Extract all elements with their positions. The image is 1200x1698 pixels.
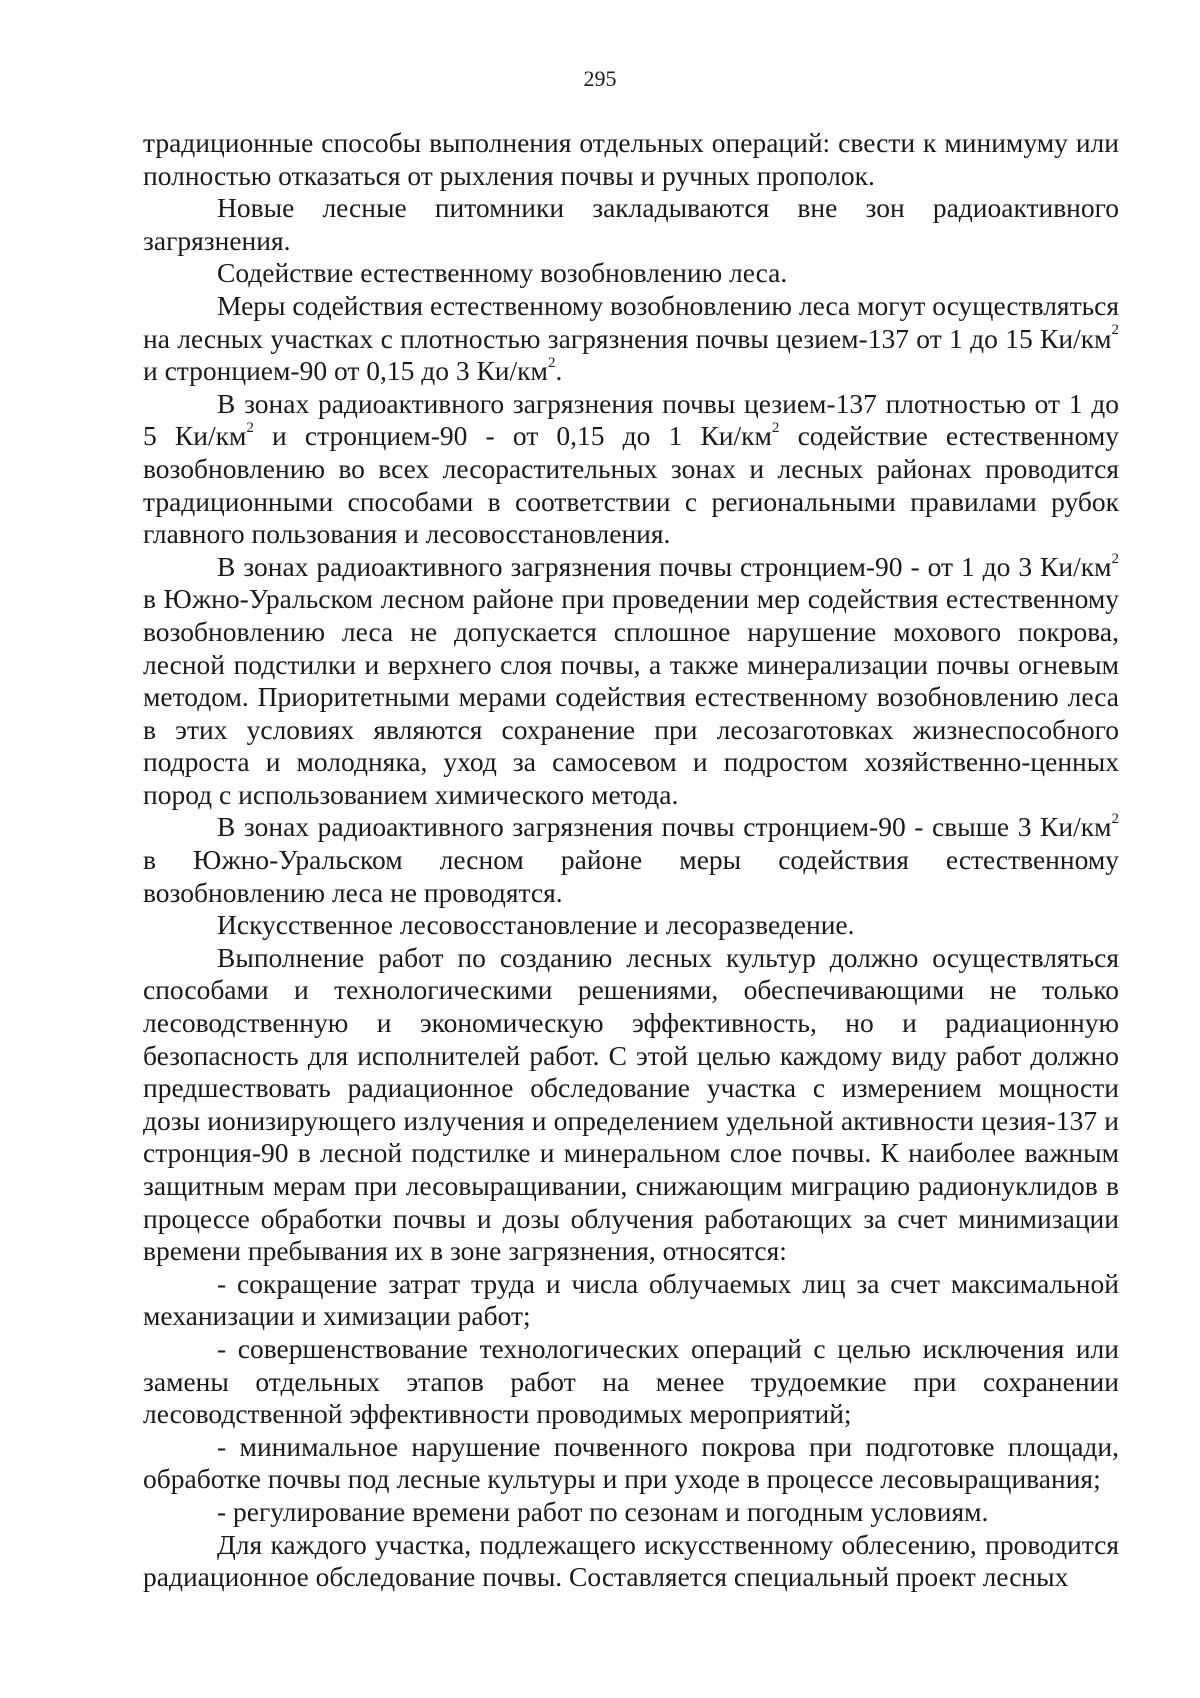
paragraph-text: . bbox=[555, 355, 563, 387]
paragraph-p8 bbox=[143, 909, 1119, 942]
paragraph-text: - сокращение затрат труда и числа облучаемых лиц за счет максимальной механизации и химизации работ; bbox=[143, 1267, 1119, 1332]
paragraph-text: В зонах радиоактивного загрязнения почвы стронцием-90 - свыше 3 Ки/км bbox=[217, 811, 1112, 843]
paragraph-text: в Южно-Уральском лесном районе при проведении мер содействия естественному возобновлению леса не допускается сплошное нарушение мохового покрова, лесной подстилки и верхнего слоя почвы, а также минерализации почвы огневым методом. Приоритетными мерами содействия естественному возобновлению леса в этих условиях являются сохранение при лесозаготовках жизнеспособного подроста и молодняка, уход за самосевом и подростом хозяйственно-ценных пород с использованием химического метода. bbox=[143, 583, 1119, 810]
paragraph-p14 bbox=[143, 1529, 1119, 1594]
superscript: 2 bbox=[547, 355, 556, 371]
paragraph-text: в Южно-Уральском лесном районе меры содействия естественному возобновлению леса не проводятся. bbox=[143, 844, 1119, 908]
superscript: 2 bbox=[246, 420, 254, 437]
superscript: 2 bbox=[1111, 322, 1119, 339]
paragraph-text: - минимальное нарушение почвенного покрова при подготовке площади, обработке почвы под лесные культуры и при уходе в процессе лесовыращивания; bbox=[143, 1430, 1119, 1495]
paragraph-text: Выполнение работ по созданию лесных культур должно осуществляться способами и технологическими решениями, обеспечивающими не только лесоводственную и экономическую эффективность, но и радиационную безопасность для исполнителей работ. С этой целью каждому виду работ должно предшествовать радиационное обследование участка с измерением мощности дозы ионизирующего излучения и определением удельной активности цезия-137 и стронция-90 в лесной подстилке и минеральном слое почвы. К наиболее важным защитным мерам при лесовыращивании, снижающим миграцию радионуклидов в процессе обработки почвы и дозы облучения работающих за счет минимизации времени пребывания их в зоне загрязнения, относятся: bbox=[143, 941, 1119, 1267]
superscript: 2 bbox=[1111, 811, 1119, 828]
paragraph-text: - совершенствование технологических операций с целью исключения или замены отдельных этапов работ на менее трудоемкие при сохранении лесоводственной эффективности проводимых мероприятий; bbox=[143, 1332, 1119, 1430]
paragraph-p11 bbox=[143, 1333, 1119, 1431]
paragraph-p5 bbox=[143, 388, 1119, 551]
paragraph-p2 bbox=[143, 192, 1119, 257]
superscript: 2 bbox=[771, 420, 780, 437]
paragraph-text: и стронцием-90 - от 0,15 до 1 Ки/км bbox=[253, 420, 772, 452]
paragraph-text: Меры содействия естественному возобновлению леса могут осуществляться на лесных участках с плотностью загрязнения почвы цезием-137 от 1 до 15 Ки/км bbox=[143, 289, 1119, 354]
paragraph-text: традиционные способы выполнения отдельных операций: свести к минимуму или полностью отказаться от рыхления почвы и ручных прополок. bbox=[143, 127, 1119, 191]
paragraph-text: и стронцием-90 от 0,15 до 3 Ки/км bbox=[143, 355, 548, 387]
paragraph-p9 bbox=[143, 942, 1119, 1268]
paragraph-p12 bbox=[143, 1431, 1119, 1496]
paragraph-p3 bbox=[143, 257, 1119, 290]
paragraph-text: содействие естественному возобновлению во всех лесорастительных зонах и лесных районах проводится традиционными способами в соответствии с региональными правилами рубок главного пользования и лесовосстановления. bbox=[143, 420, 1120, 550]
paragraph-text: Искусственное лесовосстановление и лесоразведение. bbox=[217, 909, 855, 941]
superscript: 2 bbox=[1111, 550, 1119, 567]
paragraph-p1 bbox=[143, 127, 1119, 192]
paragraph-text: Содействие естественному возобновлению леса. bbox=[217, 257, 788, 289]
paragraph-p13 bbox=[143, 1496, 1119, 1529]
paragraph-text: - регулирование времени работ по сезонам и погодным условиям. bbox=[217, 1495, 989, 1527]
page-number: 295 bbox=[583, 66, 617, 91]
paragraph-p4 bbox=[143, 290, 1119, 388]
body-text bbox=[143, 127, 1119, 1594]
paragraph-text: Для каждого участка, подлежащего искусственному облесению, проводится радиационное обследование почвы. Составляется специальный проект лесных bbox=[143, 1528, 1119, 1593]
paragraph-p10 bbox=[143, 1268, 1119, 1333]
paragraph-text: В зонах радиоактивного загрязнения почвы стронцием-90 - от 1 до 3 Ки/км bbox=[217, 550, 1112, 582]
paragraph-p7 bbox=[143, 811, 1119, 909]
paragraph-text: Новые лесные питомники закладываются вне зон радиоактивного загрязнения. bbox=[143, 192, 1119, 256]
paragraph-p6 bbox=[143, 551, 1119, 812]
paragraph-text: В зонах радиоактивного загрязнения почвы цезием-137 плотностью от 1 до 5 Ки/км bbox=[143, 387, 1119, 452]
